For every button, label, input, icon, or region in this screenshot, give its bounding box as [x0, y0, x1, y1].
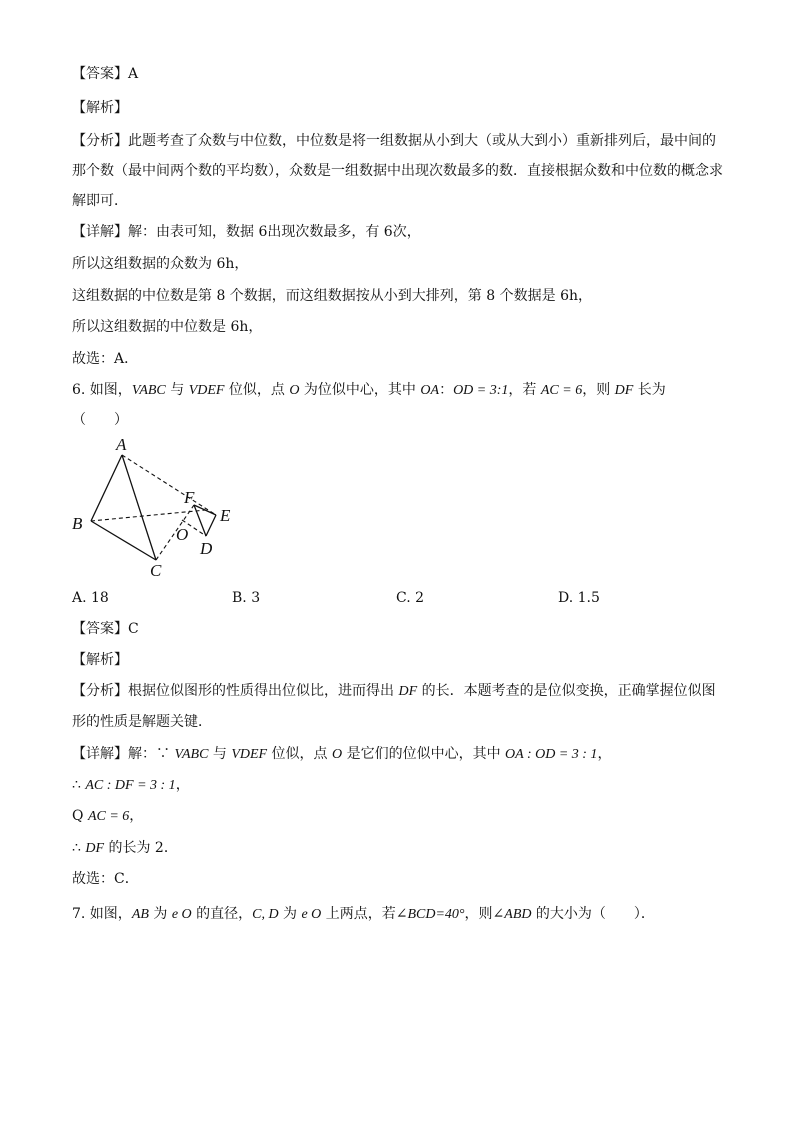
q5-fenxi-line-3: [72, 191, 128, 211]
detail-text: 的长为 2．: [104, 840, 178, 856]
label-b: B: [72, 514, 83, 533]
stem-text: ，则: [582, 382, 615, 398]
label-c: C: [150, 561, 162, 580]
edge-bc: [91, 521, 156, 560]
ratio-oa: OA: [420, 383, 440, 398]
fenxi-text: 此题考查了众数与中位数，中位数是将一组数据从小到大（或从大到小）重新排列后，最中间的: [128, 133, 716, 149]
edge-ab: [91, 455, 122, 521]
choose-text: 故选：A．: [72, 351, 139, 367]
detail-text: 是它们的位似中心，其中: [342, 746, 506, 762]
analysis-tag: 【解析】: [72, 652, 128, 668]
ac-value: AC = 6: [87, 809, 130, 824]
q5-answer-line: [72, 64, 138, 84]
q6-analysis-heading: [72, 650, 128, 670]
detail-text: ，: [175, 777, 190, 793]
answer-value: A: [128, 66, 139, 82]
q5-detail-line-1: [72, 222, 421, 242]
point-o: O: [289, 383, 300, 398]
detail-text: 位似，点: [267, 746, 332, 762]
triangle-def: VDEF: [188, 383, 225, 398]
edge-ac: [122, 455, 156, 560]
circle-o: e O: [301, 907, 322, 922]
stem-text: ，则: [464, 906, 493, 922]
answer-value: C: [128, 621, 139, 637]
q5-detail-line-3: [72, 286, 592, 306]
dashed-ae: [122, 455, 216, 515]
label-d: D: [200, 539, 213, 558]
fenxi-text: 的长．本题考查的是位似变换，正确掌握位似图: [417, 683, 716, 699]
q7-stem-line: [72, 904, 655, 925]
detail-text: 这组数据的中位数是第 8 个数据，而这组数据按从小到大排列，第 8 个数据是 6h，: [72, 288, 592, 304]
df-segment: DF: [614, 383, 634, 398]
ratio-od: OD = 3:1: [453, 383, 509, 398]
choose-text: 故选：C．: [72, 871, 139, 887]
q6-answer-line: [72, 619, 139, 639]
detail-text: 与: [208, 746, 232, 762]
q6-fenxi-line-2: [72, 712, 212, 732]
points-cd: C, D: [252, 907, 279, 922]
q6-detail-line-4: [72, 838, 178, 859]
fenxi-tag: 【分析】: [72, 683, 128, 699]
df-segment: DF: [85, 841, 105, 856]
therefore-symbol: ∴: [72, 840, 86, 856]
angle-bcd: ∠BCD=40°: [395, 907, 465, 922]
answer-tag: 【答案】: [72, 66, 128, 82]
answer-tag: 【答案】: [72, 621, 128, 637]
q5-choose-line: [72, 349, 138, 369]
q5-analysis-heading: [72, 98, 128, 118]
q5-fenxi-line-1: [72, 131, 716, 151]
answer-paren: （ ）: [72, 412, 128, 428]
detail-tag: 【详解】: [72, 224, 128, 240]
ratio-expression: AC : DF = 3 : 1: [85, 778, 176, 793]
fenxi-tag: 【分析】: [72, 133, 128, 149]
triangle-abc: VABC: [131, 383, 166, 398]
stem-text: 与: [165, 382, 189, 398]
detail-text: 解：∵: [128, 746, 175, 762]
fenxi-text: 根据位似图形的性质得出位似比，进而得出: [128, 683, 399, 699]
option-a: A. 18: [72, 590, 109, 606]
option-c: C. 2: [396, 590, 425, 606]
point-o: O: [332, 747, 343, 762]
fenxi-text: 解即可．: [72, 193, 128, 209]
fenxi-text: 形的性质是解题关键．: [72, 714, 212, 730]
q6-detail-line-1: [72, 744, 611, 765]
stem-text: 上两点，若: [321, 906, 396, 922]
option-d: D. 1.5: [558, 590, 600, 606]
detail-text: ，: [129, 808, 144, 824]
q5-fenxi-line-2: [72, 161, 723, 181]
label-f: F: [184, 488, 195, 507]
label-o: O: [176, 525, 189, 544]
stem-text: 长为: [633, 382, 666, 398]
stem-text: 的大小为（ ）．: [531, 906, 655, 922]
stem-text: 为位似中心，其中: [299, 382, 421, 398]
detail-text: 解：由表可知，数据 6出现次数最多，有 6次，: [128, 224, 421, 240]
angle-abd: ∠ABD: [492, 907, 532, 922]
ac-value: AC = 6: [540, 383, 583, 398]
fenxi-text: 那个数（最中间两个数的平均数），众数是一组数据中出现次数最多的数．直接根据众数和中位数的概念求: [72, 163, 723, 179]
diameter-ab: AB: [131, 907, 149, 922]
q5-detail-line-2: [72, 254, 248, 274]
q6-stem-line: [72, 380, 666, 401]
edge-ed: [206, 515, 216, 536]
q6-detail-line-2: [72, 775, 190, 796]
ratio-expression: OA : OD = 3 : 1: [505, 747, 598, 762]
stem-text: ，若: [508, 382, 541, 398]
triangle-abc: VABC: [174, 747, 209, 762]
detail-text: 所以这组数据的中位数是 6h，: [72, 319, 263, 335]
detail-tag: 【详解】: [72, 746, 128, 762]
homothety-figure: [64, 432, 254, 582]
q5-detail-line-4: [72, 317, 262, 337]
stem-text: 位似，点: [224, 382, 290, 398]
label-e: E: [220, 506, 231, 525]
stem-text: 7. 如图，: [72, 906, 132, 922]
df-segment: DF: [398, 684, 418, 699]
stem-text: 为: [148, 906, 172, 922]
stem-text: 的直径，: [191, 906, 253, 922]
q6-answer-paren: [72, 410, 128, 430]
detail-text: 所以这组数据的众数为 6h，: [72, 256, 249, 272]
circle-o: e O: [171, 907, 192, 922]
q6-fenxi-line-1: [72, 681, 716, 702]
option-b: B. 3: [232, 590, 261, 606]
therefore-symbol: ∴: [72, 777, 86, 793]
label-a: A: [116, 435, 127, 454]
q6-choose-line: [72, 869, 139, 889]
analysis-tag: 【解析】: [72, 100, 128, 116]
triangle-def: VDEF: [231, 747, 268, 762]
ratio-colon: ：: [439, 382, 454, 398]
stem-text: 6. 如图，: [72, 382, 132, 398]
detail-text: ，: [597, 746, 612, 762]
q6-detail-line-3: [72, 806, 143, 827]
stem-text: 为: [278, 906, 302, 922]
because-symbol: Q: [72, 808, 88, 824]
